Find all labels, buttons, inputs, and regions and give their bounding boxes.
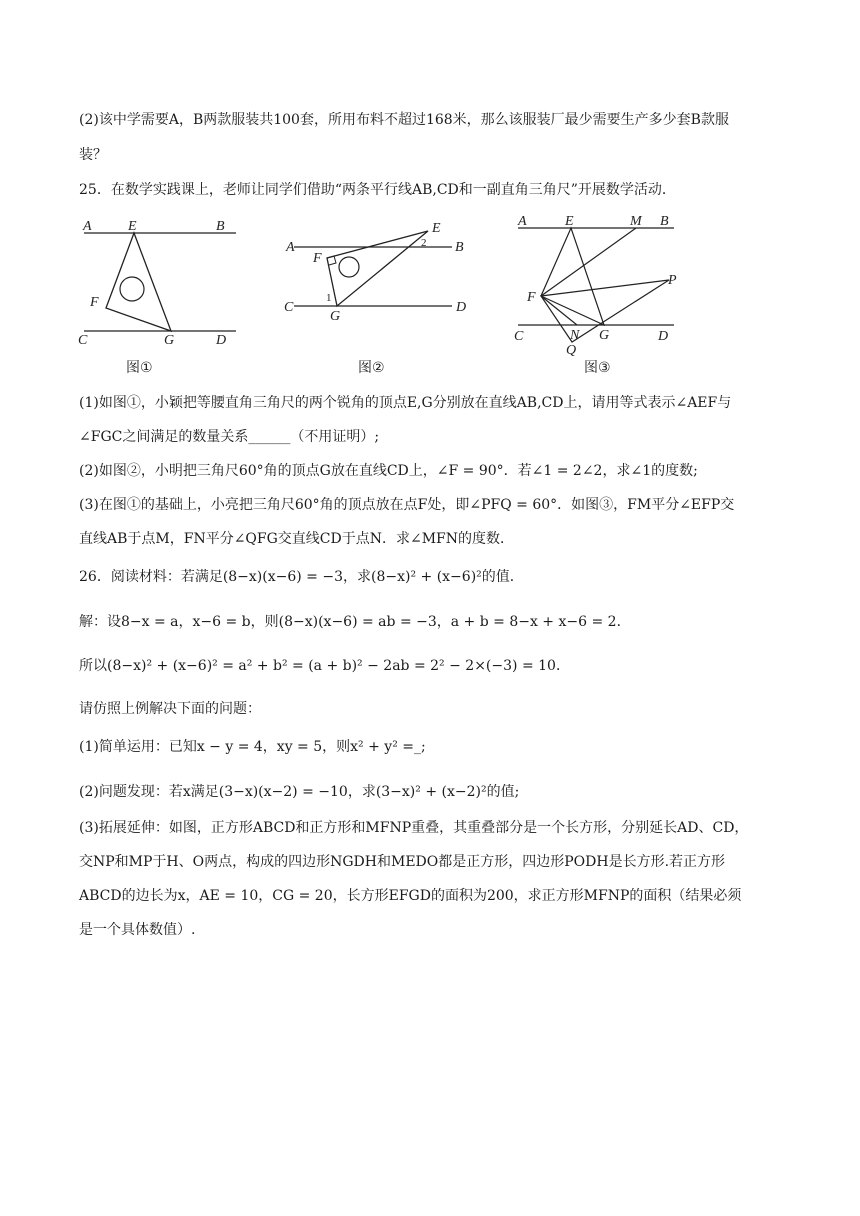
q24-line2: 装？ bbox=[79, 147, 107, 163]
figure-1 bbox=[76, 216, 246, 346]
label-g: G bbox=[330, 309, 341, 324]
q26-part3-line3: ABCD的边长为x，AE = 10，CG = 20，长方形EFGD的面积为200，求正方形MFNP的面积（结果必须 bbox=[79, 888, 742, 904]
q25-part1-line1: (1)如图①，小颖把等腰直角三角尺的两个锐角的顶点E,G分别放在直线AB,CD上，请用等式表示∠AEF与 bbox=[79, 395, 732, 411]
label-c: C bbox=[514, 329, 524, 344]
label-e: E bbox=[565, 214, 574, 229]
label-c: C bbox=[284, 300, 294, 315]
figure-2 bbox=[280, 216, 480, 326]
q26-part2: (2)问题发现：若x满足(3−x)(x−2) = −10，求(3−x)² + (x−2)²的值; bbox=[79, 784, 520, 800]
label-b: B bbox=[455, 240, 464, 255]
label-b: B bbox=[660, 214, 669, 229]
label-f: F bbox=[90, 295, 99, 310]
q26-solution-line2: 所以(8−x)² + (x−6)² = a² + b² = (a + b)² − 2ab = 2² − 2×(−3) = 10． bbox=[79, 658, 570, 674]
label-b: B bbox=[216, 219, 225, 234]
label-f: F bbox=[313, 251, 322, 266]
q26-part3-line1: (3)拓展延伸：如图，正方形ABCD和正方形和MFNP重叠，其重叠部分是一个长方形，分别延长AD、CD， bbox=[79, 820, 749, 836]
label-d: D bbox=[658, 329, 669, 344]
figure-3 bbox=[506, 208, 706, 358]
figure-1-caption: 图① bbox=[126, 360, 153, 376]
triangle-hole bbox=[339, 257, 359, 277]
label-f: F bbox=[527, 290, 536, 305]
triangle-efg bbox=[327, 231, 428, 306]
label-a: A bbox=[518, 214, 527, 229]
label-a: A bbox=[83, 219, 92, 234]
q25-part1-line2: ∠FGC之间满足的数量关系______（不用证明）; bbox=[79, 429, 380, 445]
figure-3-caption: 图③ bbox=[584, 360, 611, 376]
q26-solution-line1: 解：设8−x = a，x−6 = b，则(8−x)(x−6) = ab = −3，a + b = 8−x + x−6 = 2． bbox=[79, 614, 631, 630]
triangle-hole bbox=[120, 277, 144, 301]
q26-part3-line2: 交NP和MP于H、O两点，构成的四边形NGDH和MEDO都是正方形，四边形PODH是长方形.若正方形 bbox=[79, 854, 726, 870]
q26-intro: 请仿照上例解决下面的问题： bbox=[79, 701, 261, 717]
angle-1-label: 1 bbox=[326, 292, 332, 304]
q26-part1: (1)简单运用：已知x − y = 4，xy = 5，则x² + y² =_; bbox=[79, 739, 426, 755]
label-a: A bbox=[286, 240, 295, 255]
figure-2-caption: 图② bbox=[358, 360, 385, 376]
label-d: D bbox=[216, 333, 227, 346]
q26-title: 26．阅读材料：若满足(8−x)(x−6) = −3，求(8−x)² + (x−6)²的值． bbox=[79, 569, 524, 585]
label-d: D bbox=[456, 300, 467, 315]
label-n: N bbox=[570, 328, 580, 343]
q25-title: 25．在数学实践课上，老师让同学们借助“两条平行线AB,CD和一副直角三角尺”开展数学活动． bbox=[79, 182, 676, 198]
q24-line1: (2)该中学需要A，B两款服装共100套，所用布料不超过168米，那么该服装厂最少需要生产多少套B款服 bbox=[79, 112, 729, 128]
angle-2-label: 2 bbox=[421, 237, 427, 249]
q25-part3-line1: (3)在图①的基础上，小亮把三角尺60°角的顶点放在点F处，即∠PFQ = 60°．如图③，FM平分∠EFP交 bbox=[79, 497, 735, 513]
label-q: Q bbox=[566, 343, 577, 358]
q26-part3-line4: 是一个具体数值）. bbox=[79, 922, 196, 938]
label-g: G bbox=[164, 333, 175, 346]
label-e: E bbox=[432, 221, 441, 236]
label-g: G bbox=[599, 328, 610, 343]
q25-part3-line2: 直线AB于点M，FN平分∠QFG交直线CD于点N．求∠MFN的度数． bbox=[79, 531, 515, 547]
q25-part2: (2)如图②，小明把三角尺60°角的顶点G放在直线CD上，∠F = 90°．若∠1 = 2∠2，求∠1的度数; bbox=[79, 463, 698, 479]
label-p: P bbox=[668, 273, 677, 288]
label-c: C bbox=[78, 333, 88, 346]
label-m: M bbox=[630, 214, 642, 229]
triangle-efg bbox=[106, 233, 171, 331]
label-e: E bbox=[128, 219, 137, 234]
